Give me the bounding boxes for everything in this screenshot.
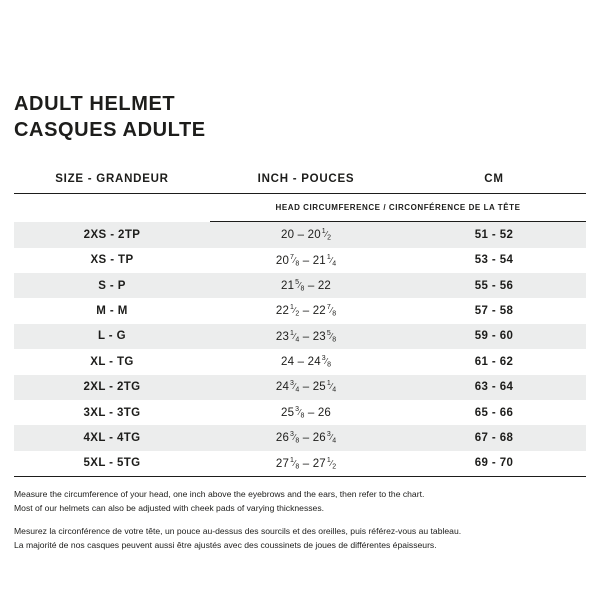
cell-size: 2XS - 2TP [14,222,210,248]
cell-cm: 59 - 60 [402,324,586,349]
cell-inch: $21^5⁄_8 - 22$ [210,273,402,298]
table-row [14,349,586,374]
table-row [14,451,586,477]
cell-size: S - P [14,273,210,298]
table-row [14,324,586,349]
table-row [14,375,586,400]
cell-inch: $25^3⁄_8 - 26$ [210,400,402,425]
cell-inch: $23^1⁄_4$ – $23^5⁄_8$ [210,324,402,349]
table-body [14,222,586,477]
group-header-blank-cell [14,194,210,222]
table-row [14,425,586,450]
cell-inch: $24^3⁄_4$ – $25^1⁄_4$ [210,375,402,400]
table-row [14,222,586,248]
notes-divider [14,516,586,525]
cell-inch: $27^1⁄_8$ – $27^1⁄_2$ [210,451,402,477]
cell-cm: 57 - 58 [402,298,586,323]
table-row [14,273,586,298]
table-header-row [14,164,586,194]
cell-size: 4XL - 4TG [14,425,210,450]
cell-size: 2XL - 2TG [14,375,210,400]
cell-cm: 61 - 62 [402,349,586,374]
cell-size: XS - TP [14,248,210,273]
group-header-head-circumference: HEAD CIRCUMFERENCE / CIRCONFÉRENCE DE LA TÊTE [210,194,586,222]
cell-cm: 53 - 54 [402,248,586,273]
title-line-english: ADULT HELMET [14,93,176,115]
cell-cm: 55 - 56 [402,273,586,298]
cell-cm: 65 - 66 [402,400,586,425]
title-line-french: CASQUES ADULTE [14,118,206,141]
cell-size: 3XL - 3TG [14,400,210,425]
cell-inch: $20^7⁄_8$ – $21^1⁄_4$ [210,248,402,273]
cell-cm: 69 - 70 [402,451,586,477]
table-row [14,298,586,323]
notes-section [14,488,586,553]
page-title [14,0,586,143]
table-row [14,248,586,273]
column-header-inch: INCH - POUCES [210,164,402,194]
column-header-cm: CM [402,164,586,194]
size-chart-table [14,164,586,477]
cell-size: 5XL - 5TG [14,451,210,477]
note-english-line-2: Most of our helmets can also be adjusted with cheek pads of varying thicknesses. [14,503,325,514]
cell-inch: $20 - 20^1⁄_2$ [210,222,402,248]
note-english-line-1: Measure the circumference of your head, one inch above the eyebrows and the ears, then refer to the chart. [14,489,425,500]
column-header-size: SIZE - GRANDEUR [14,164,210,194]
cell-size: XL - TG [14,349,210,374]
cell-size: L - G [14,324,210,349]
cell-inch: $24 - 24^3⁄_8$ [210,349,402,374]
table-row [14,400,586,425]
note-french-line-2: La majorité de nos casques peuvent aussi être ajustés avec des coussinets de joues de différentes épaisseurs. [14,539,437,550]
cell-cm: 67 - 68 [402,425,586,450]
note-french-line-1: Mesurez la circonférence de votre tête, un pouce au-dessus des sourcils et des oreilles, puis référez-vous au tableau. [14,525,462,536]
cell-cm: 51 - 52 [402,222,586,248]
table-group-header-row [14,194,586,222]
cell-cm: 63 - 64 [402,375,586,400]
cell-size: M - M [14,298,210,323]
cell-inch: $26^3⁄_8$ – $26^3⁄_4$ [210,425,402,450]
cell-inch: $22^1⁄_2$ – $22^7⁄_8$ [210,298,402,323]
